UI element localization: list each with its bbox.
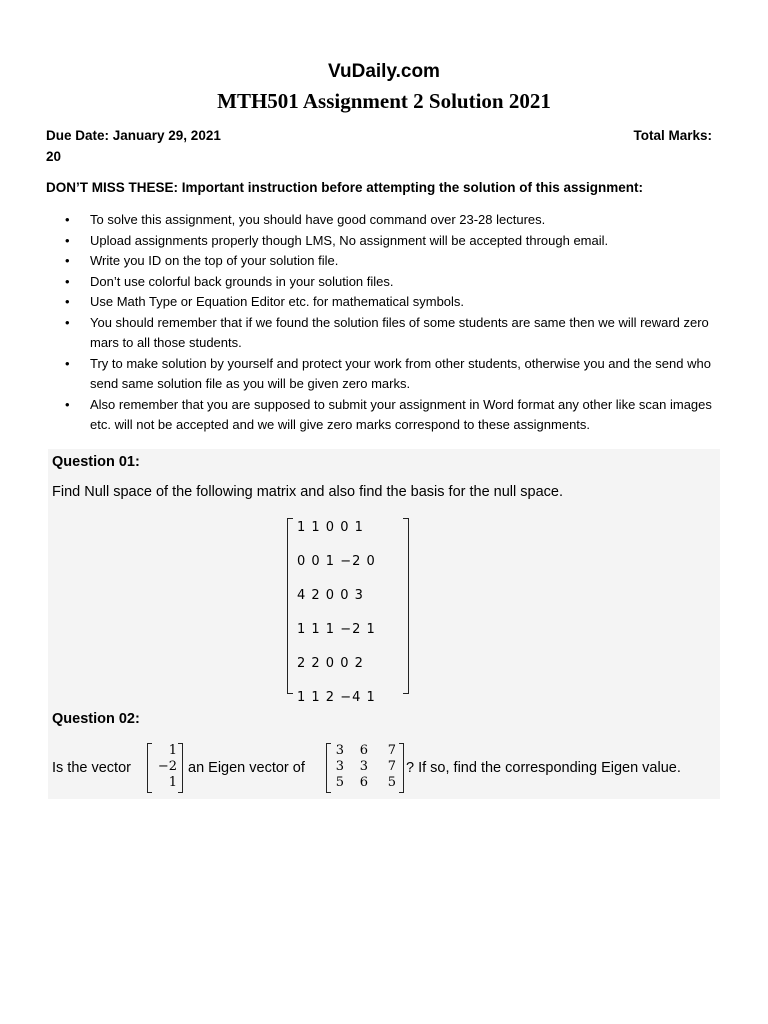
question-1-heading: Question 01: — [52, 454, 140, 470]
vector-entry: −2 — [157, 759, 177, 774]
matrix-entry: 3 — [359, 759, 368, 774]
instruction-list — [46, 210, 726, 436]
list-item: • Use Math Type or Equation Editor etc. for mathematical symbols. — [46, 292, 726, 313]
matrix-entry: 5 — [387, 775, 396, 790]
matrix-row: 1 1 2 −4 1 — [297, 690, 376, 705]
question-1-text: Find Null space of the following matrix and also find the basis for the null space. — [52, 484, 563, 500]
list-item: • Upload assignments properly though LMS, No assignment will be accepted through email. — [46, 231, 726, 252]
list-item: • To solve this assignment, you should have good command over 23-28 lectures. — [46, 210, 726, 231]
eigen-matrix — [326, 743, 404, 793]
site-title: VuDaily.com — [328, 61, 440, 82]
matrix-rows — [297, 520, 397, 724]
list-item: • Don’t use colorful back grounds in your solution files. — [46, 272, 726, 293]
matrix-entry: 3 — [335, 759, 344, 774]
matrix-entry: 6 — [359, 743, 368, 758]
matrix-row: 1 1 0 0 1 — [297, 520, 364, 535]
vector-right-bracket — [178, 743, 183, 793]
due-date: Due Date: January 29, 2021 — [46, 128, 221, 143]
page-title: MTH501 Assignment 2 Solution 2021 — [217, 89, 551, 113]
matrix-right-bracket — [403, 518, 409, 694]
question-2-text-middle: an Eigen vector of — [188, 760, 305, 776]
matrix-row: 2 2 0 0 2 — [297, 656, 364, 671]
matrix-entry: 5 — [335, 775, 344, 790]
matrix-entry: 6 — [359, 775, 368, 790]
question-2-text-before: Is the vector — [52, 760, 131, 776]
null-space-matrix — [287, 518, 409, 705]
total-marks-value: 20 — [46, 149, 62, 164]
matrix-entry: 7 — [387, 759, 396, 774]
matrix-row: 1 1 1 −2 1 — [297, 622, 376, 637]
matrix-entry: 7 — [387, 743, 396, 758]
matrix-left-bracket — [287, 518, 293, 694]
question-2-heading: Question 02: — [52, 711, 140, 727]
list-item: • You should remember that if we found the solution files of some students are same then we will reward zero mars to all those students. — [46, 313, 726, 354]
vector-entry: 1 — [168, 775, 177, 790]
list-item: • Also remember that you are supposed to submit your assignment in Word format any other like scan images etc. will not be accepted and we will give zero marks correspond to these assignments. — [46, 395, 726, 436]
eigen-vector — [147, 743, 183, 793]
list-item: • Write you ID on the top of your solution file. — [46, 251, 726, 272]
vector-left-bracket — [147, 743, 152, 793]
matrix-entry: 3 — [335, 743, 344, 758]
vector-entry: 1 — [168, 743, 177, 758]
matrix-row: 0 0 1 −2 0 — [297, 554, 376, 569]
list-item: • Try to make solution by yourself and protect your work from other students, otherwise you and the send who send same solution file as you will be given zero marks. — [46, 354, 726, 395]
matrix-row: 4 2 0 0 3 — [297, 588, 364, 603]
question-2-text-after: ? If so, find the corresponding Eigen value. — [406, 760, 681, 776]
matrix-right-bracket — [399, 743, 404, 793]
instruction-heading: DON’T MISS THESE: Important instruction before attempting the solution of this assignment: — [46, 180, 644, 195]
total-marks-label: Total Marks: — [633, 128, 712, 143]
